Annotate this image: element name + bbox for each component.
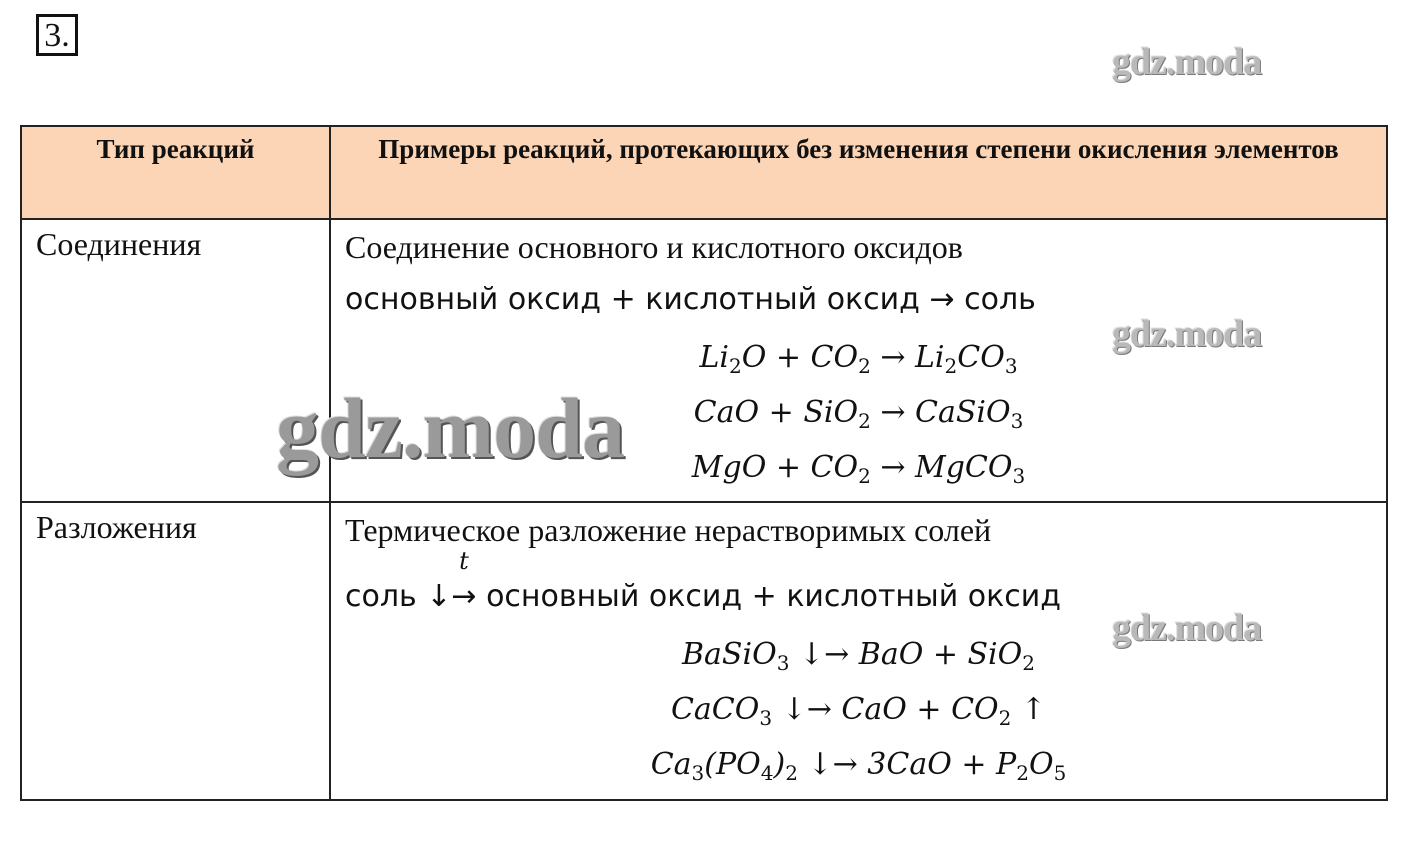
watermark: gdz.moda <box>276 380 624 476</box>
equation: $Li_2O + CO_2 \to Li_2CO_3$ <box>699 340 1018 378</box>
reaction-scheme: основный оксид + кислотный оксид → соль <box>345 282 1036 317</box>
reaction-examples <box>330 219 1387 502</box>
heat-label: t <box>459 547 469 575</box>
equation: MgO + $CO_2$ → MgCO$_3$ <box>691 450 1026 488</box>
table-row <box>21 502 1387 800</box>
reaction-type: Соединения <box>21 219 330 502</box>
equation: BaSiO$_3$ ↓→ BaO + SiO$_2$ <box>682 637 1035 675</box>
reaction-type: Разложения <box>21 502 330 800</box>
table-header-row <box>21 126 1387 219</box>
heat-arrow: t → <box>451 567 476 627</box>
table-row <box>21 219 1387 502</box>
watermark: gdz.moda <box>1112 313 1262 355</box>
header-examples: Примеры реакций, протекающих без изменения степени окисления элементов <box>330 126 1387 219</box>
watermark: gdz.moda <box>1112 41 1262 83</box>
reaction-description: Соединение основного и кислотного оксидов <box>345 229 963 265</box>
equation: $Ca_3(PO_4)_2$ ↓→ $3CaO + P_2O_5$ <box>650 747 1067 785</box>
watermark: gdz.moda <box>1112 607 1262 649</box>
reaction-examples <box>330 502 1387 800</box>
reaction-description: Термическое разложение нерастворимых солей <box>345 512 992 548</box>
equation: CaO + SiO$_2$ → CaSiO$_3$ <box>693 395 1024 433</box>
reactions-table <box>20 125 1388 801</box>
equation: CaCO$_3$ ↓→ CaO + $CO_2$ ↑ <box>670 692 1047 730</box>
reaction-scheme: соль ↓ t → основный оксид + кислотный оксид <box>345 567 1372 627</box>
header-type: Тип реакций <box>21 126 330 219</box>
task-number: 3. <box>36 14 78 56</box>
